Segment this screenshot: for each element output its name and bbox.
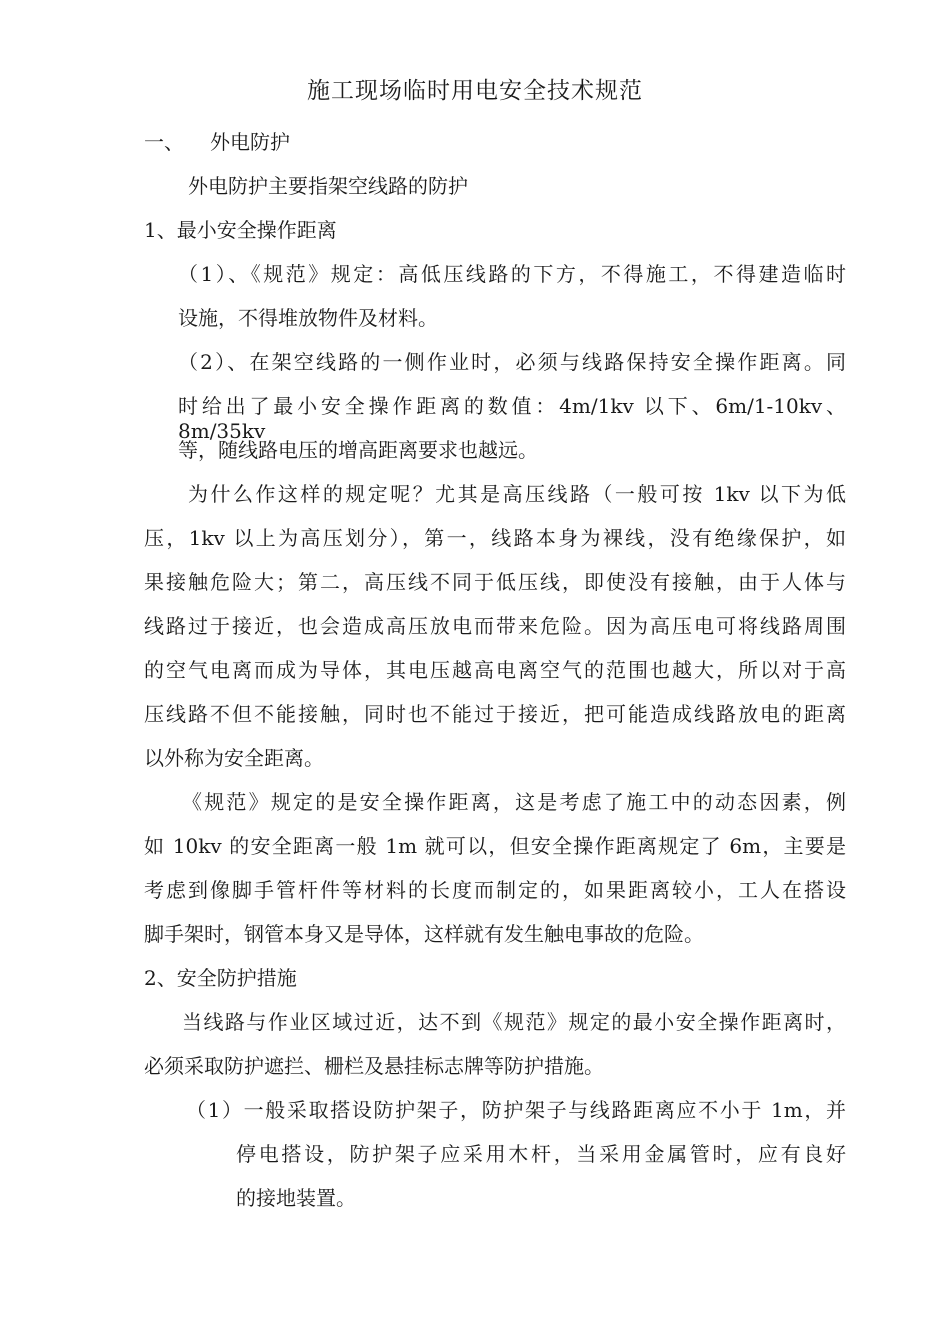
subsection-2-heading: 2、安全防护措施 [144, 966, 297, 990]
paragraph-line: 脚手架时，钢管本身又是导体，这样就有发生触电事故的危险。 [144, 922, 704, 946]
paragraph-line: 压，1kv 以上为高压划分），第一，线路本身为裸线，没有绝缘保护，如 [144, 526, 846, 550]
section-1-intro: 外电防护主要指架空线路的防护 [188, 174, 468, 198]
paragraph-line: 停电搭设，防护架子应采用木杆，当采用金属管时，应有良好 [236, 1142, 846, 1166]
paragraph-line: 《规范》规定的是安全操作距离，这是考虑了施工中的动态因素，例 [182, 790, 846, 814]
paragraph-line: 果接触危险大；第二，高压线不同于低压线，即使没有接触，由于人体与 [144, 570, 846, 594]
paragraph-line: 当线路与作业区域过近，达不到《规范》规定的最小安全操作距离时， [182, 1010, 846, 1034]
paragraph-line: 等，随线路电压的增高距离要求也越远。 [178, 438, 538, 462]
section-1-heading: 外电防护 [210, 130, 290, 154]
paragraph-line: （1）、《规范》规定：高低压线路的下方，不得施工，不得建造临时 [178, 262, 846, 286]
paragraph-line: 设施，不得堆放物件及材料。 [178, 306, 438, 330]
paragraph-line: 的接地装置。 [236, 1186, 356, 1210]
paragraph-line: 时给出了最小安全操作距离的数值：4m/1kv 以下、6m/1-10kv、8m/35kv [178, 394, 846, 443]
paragraph-line: 线路过于接近，也会造成高压放电而带来危险。因为高压电可将线路周围 [144, 614, 846, 638]
paragraph-line: 如 10kv 的安全距离一般 1m 就可以，但安全操作距离规定了 6m，主要是 [144, 834, 846, 858]
paragraph-line: 必须采取防护遮拦、栅栏及悬挂标志牌等防护措施。 [144, 1054, 604, 1078]
paragraph-line: 以外称为安全距离。 [144, 746, 324, 770]
document-title: 施工现场临时用电安全技术规范 [307, 78, 643, 104]
paragraph-line: （2）、在架空线路的一侧作业时，必须与线路保持安全操作距离。同 [178, 350, 846, 374]
section-1-number: 一、 [144, 130, 184, 154]
paragraph-line: 压线路不但不能接触，同时也不能过于接近，把可能造成线路放电的距离 [144, 702, 846, 726]
paragraph-line: （1）一般采取搭设防护架子，防护架子与线路距离应不小于 1m，并 [186, 1098, 846, 1122]
subsection-1-heading: 1、最小安全操作距离 [144, 218, 337, 242]
paragraph-line: 考虑到像脚手管杆件等材料的长度而制定的，如果距离较小，工人在搭设 [144, 878, 846, 902]
paragraph-line: 的空气电离而成为导体，其电压越高电离空气的范围也越大，所以对于高 [144, 658, 846, 682]
paragraph-line: 为什么作这样的规定呢？尤其是高压线路（一般可按 1kv 以下为低 [188, 482, 846, 506]
